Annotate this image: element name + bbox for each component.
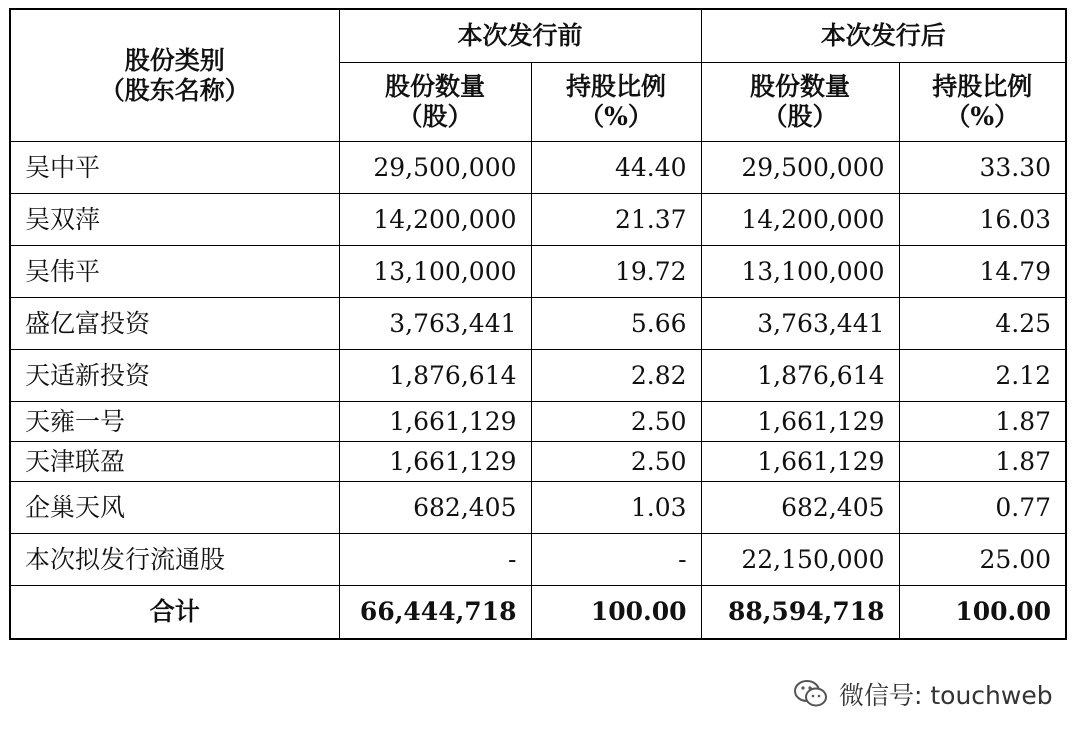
after-ratio: 4.25 <box>899 298 1066 350</box>
before-shares: 3,763,441 <box>339 298 531 350</box>
after-shares: 13,100,000 <box>701 246 899 298</box>
before-ratio: 5.66 <box>531 298 701 350</box>
after-shares: 3,763,441 <box>701 298 899 350</box>
before-shares: 682,405 <box>339 482 531 534</box>
table-row <box>10 350 1066 402</box>
table-header <box>10 9 1066 142</box>
table-row <box>10 442 1066 482</box>
after-ratio: 1.87 <box>899 442 1066 482</box>
total-before-ratio: 100.00 <box>531 586 701 640</box>
before-ratio: 1.03 <box>531 482 701 534</box>
after-shares: 29,500,000 <box>701 142 899 194</box>
total-row <box>10 586 1066 640</box>
after-ratio: 1.87 <box>899 402 1066 442</box>
shareholder-name: 天适新投资 <box>10 350 339 402</box>
before-shares: 13,100,000 <box>339 246 531 298</box>
after-ratio: 14.79 <box>899 246 1066 298</box>
after-shares: 682,405 <box>701 482 899 534</box>
shareholder-name: 企巢天风 <box>10 482 339 534</box>
after-shares: 22,150,000 <box>701 534 899 586</box>
after-issuance-header: 本次发行后 <box>701 9 1066 63</box>
before-ratio: 2.50 <box>531 442 701 482</box>
shareholder-name: 吴双萍 <box>10 194 339 246</box>
before-shares-header: 股份数量 （股） <box>339 63 531 142</box>
table-row <box>10 402 1066 442</box>
shareholder-name: 盛亿富投资 <box>10 298 339 350</box>
total-before-shares: 66,444,718 <box>339 586 531 640</box>
table-body <box>10 142 1066 640</box>
wechat-watermark <box>793 676 1053 712</box>
before-ratio: - <box>531 534 701 586</box>
table-row <box>10 246 1066 298</box>
after-ratio: 0.77 <box>899 482 1066 534</box>
before-ratio: 19.72 <box>531 246 701 298</box>
shareholder-name: 吴中平 <box>10 142 339 194</box>
table-row <box>10 298 1066 350</box>
table-row <box>10 534 1066 586</box>
before-shares: 1,661,129 <box>339 402 531 442</box>
total-after-ratio: 100.00 <box>899 586 1066 640</box>
before-shares: - <box>339 534 531 586</box>
before-ratio-header: 持股比例 （%） <box>531 63 701 142</box>
before-shares: 1,661,129 <box>339 442 531 482</box>
before-ratio: 44.40 <box>531 142 701 194</box>
after-ratio: 25.00 <box>899 534 1066 586</box>
before-issuance-header: 本次发行前 <box>339 9 701 63</box>
after-ratio: 33.30 <box>899 142 1066 194</box>
before-shares: 29,500,000 <box>339 142 531 194</box>
before-ratio: 21.37 <box>531 194 701 246</box>
after-ratio: 16.03 <box>899 194 1066 246</box>
table-row <box>10 482 1066 534</box>
table-row <box>10 194 1066 246</box>
before-shares: 14,200,000 <box>339 194 531 246</box>
after-shares: 1,661,129 <box>701 442 899 482</box>
category-header-line2: （股东名称） <box>99 75 250 105</box>
after-ratio: 2.12 <box>899 350 1066 402</box>
before-ratio: 2.50 <box>531 402 701 442</box>
after-shares: 1,876,614 <box>701 350 899 402</box>
shareholder-name: 本次拟发行流通股 <box>10 534 339 586</box>
total-label: 合计 <box>10 586 339 640</box>
after-shares-header: 股份数量 （股） <box>701 63 899 142</box>
after-ratio-header: 持股比例 （%） <box>899 63 1066 142</box>
category-header-line1: 股份类别 <box>124 45 225 75</box>
category-header <box>10 9 339 142</box>
after-shares: 1,661,129 <box>701 402 899 442</box>
total-after-shares: 88,594,718 <box>701 586 899 640</box>
share-structure-table <box>9 8 1067 640</box>
wechat-icon <box>793 678 829 710</box>
watermark-text: 微信号: touchweb <box>839 681 1053 710</box>
table-row <box>10 142 1066 194</box>
shareholder-name: 天雍一号 <box>10 402 339 442</box>
before-shares: 1,876,614 <box>339 350 531 402</box>
after-shares: 14,200,000 <box>701 194 899 246</box>
shareholder-name: 吴伟平 <box>10 246 339 298</box>
shareholder-name: 天津联盈 <box>10 442 339 482</box>
before-ratio: 2.82 <box>531 350 701 402</box>
